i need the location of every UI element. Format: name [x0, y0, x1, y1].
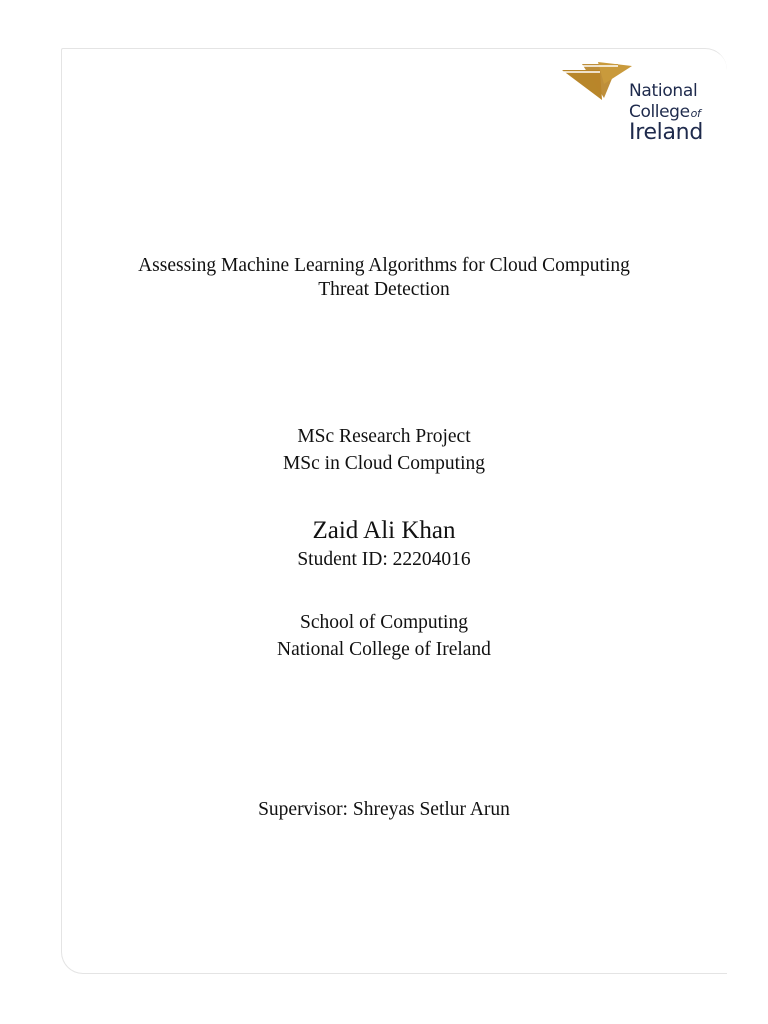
course-name: MSc in Cloud Computing — [282, 453, 486, 474]
logo-text-college-word: College — [629, 102, 690, 122]
thesis-title-line-2: Threat Detection — [318, 279, 450, 300]
institution-info — [0, 609, 768, 663]
project-type: MSc Research Project — [297, 426, 471, 447]
supervisor: Supervisor: Shreyas Setlur Arun — [258, 799, 510, 820]
college-logo-text — [629, 83, 703, 144]
author-name: Zaid Ali Khan — [312, 517, 456, 544]
logo-text-national: National — [629, 81, 698, 101]
logo-text-of: of — [690, 107, 701, 120]
student-id: Student ID: 22204016 — [297, 549, 471, 570]
college-logo — [560, 60, 720, 155]
college-logo-mark-icon — [560, 60, 632, 102]
logo-text-college — [629, 104, 703, 121]
program-info — [0, 423, 768, 477]
school-name: School of Computing — [300, 612, 468, 633]
college-name: National College of Ireland — [277, 639, 491, 660]
logo-text-ireland: Ireland — [629, 120, 703, 145]
thesis-title — [0, 254, 768, 302]
page-frame — [61, 48, 727, 974]
thesis-title-line-1: Assessing Machine Learning Algorithms for Cloud Computing — [138, 255, 630, 276]
